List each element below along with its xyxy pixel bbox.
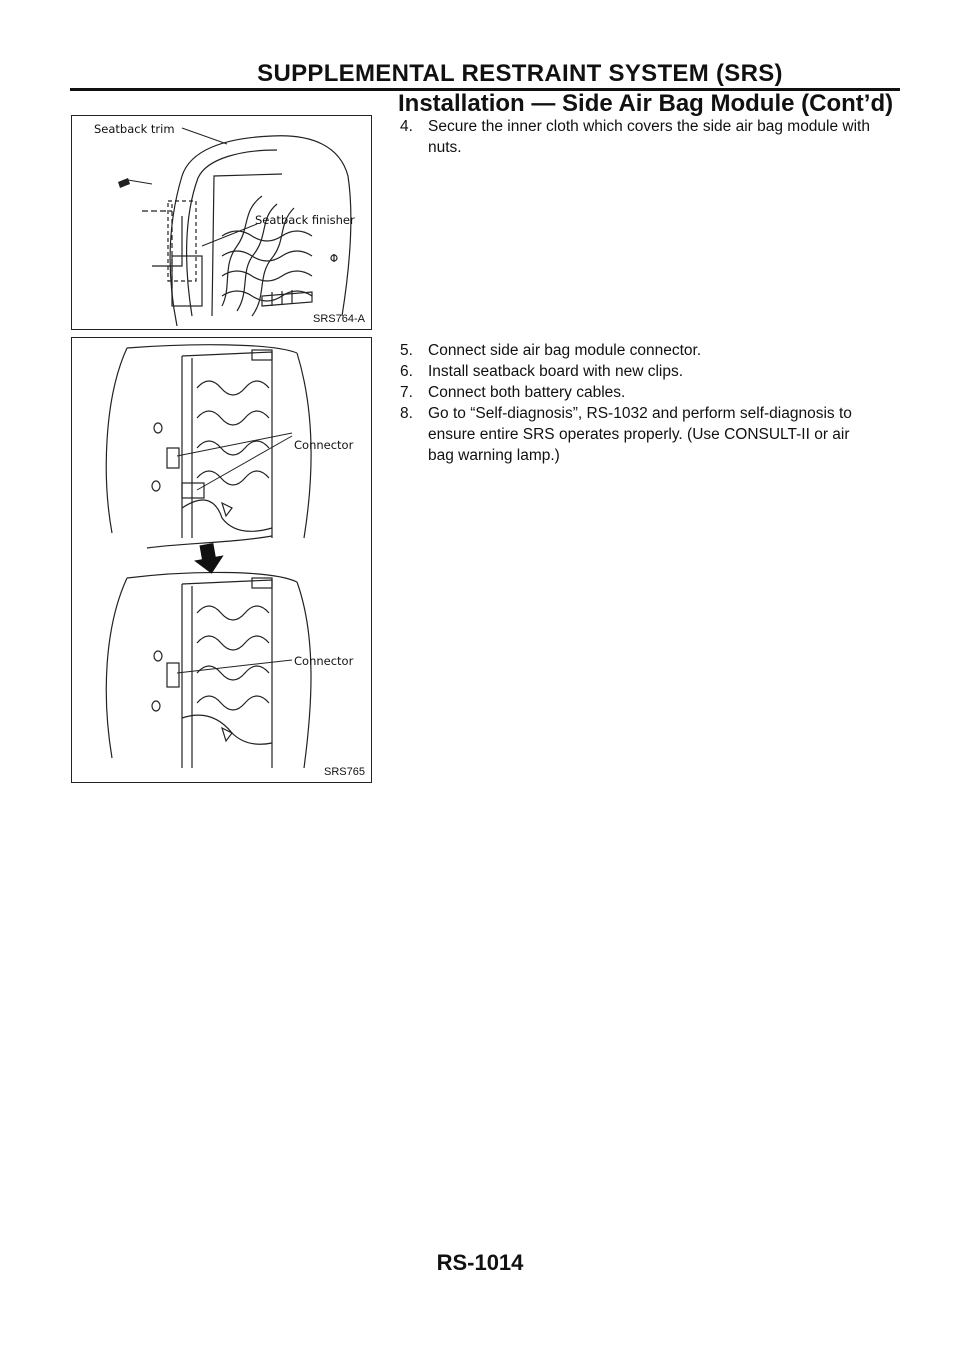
step-item [400, 403, 870, 466]
step-item [400, 361, 870, 382]
step-item [400, 340, 870, 361]
step-item [400, 116, 870, 158]
figure-code: SRS765 [324, 766, 365, 778]
manual-title: SUPPLEMENTAL RESTRAINT SYSTEM (SRS) [257, 60, 783, 87]
step-number: 7. [400, 384, 413, 401]
step-text: Secure the inner cloth which covers the side air bag module with nuts. [428, 118, 870, 156]
step-text: Connect side air bag module connector. [428, 342, 702, 359]
steps-group-1 [400, 116, 870, 158]
figure-code: SRS764-A [313, 313, 365, 325]
step-text: Install seatback board with new clips. [428, 363, 684, 380]
label-connector-top: Connector [294, 438, 354, 452]
label-connector-bottom: Connector [294, 654, 354, 668]
page-number: RS-1014 [436, 1250, 524, 1275]
section-title: Installation — Side Air Bag Module (Cont’d) [398, 90, 894, 117]
step-item [400, 382, 870, 403]
step-number: 5. [400, 342, 413, 359]
label-seatback-trim: Seatback trim [94, 122, 175, 136]
label-seatback-finisher: Seatback finisher [255, 213, 355, 227]
figure-connector [71, 337, 372, 783]
step-number: 4. [400, 118, 413, 135]
steps-group-2 [400, 340, 870, 466]
figure-seatback-trim [71, 115, 372, 330]
step-number: 8. [400, 405, 413, 422]
step-text: Connect both battery cables. [428, 384, 626, 401]
step-text: Go to “Self-diagnosis”, RS-1032 and perform self-diagnosis to ensure entire SRS operates properly. (Use CONSULT-II or air bag warning lamp.) [428, 405, 852, 464]
connector-illustration [72, 338, 370, 781]
step-number: 6. [400, 363, 413, 380]
